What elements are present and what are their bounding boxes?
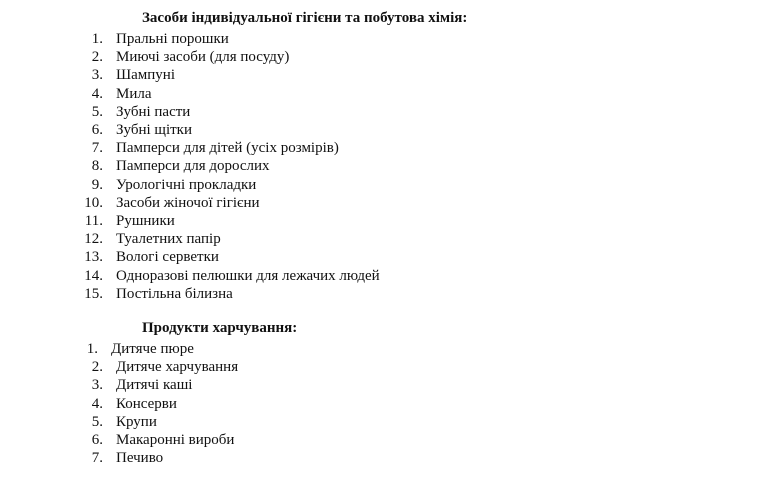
list-item	[0, 413, 782, 431]
list-item-text: Консерви	[116, 395, 177, 412]
list-item	[0, 358, 782, 376]
list-item-number: 3.	[91, 377, 103, 394]
list-item-text: Засоби жіночої гігієни	[116, 194, 260, 211]
list-item	[0, 85, 782, 103]
list-item-number: 4.	[91, 395, 103, 412]
list-item	[0, 66, 782, 84]
list-item-number: 10.	[84, 194, 103, 211]
list-item-number: 12.	[84, 231, 103, 248]
list-item-text: Дитяче пюре	[111, 341, 194, 357]
list-item-text: Вологі серветки	[116, 249, 219, 266]
list-item-text: Миючі засоби (для посуду)	[116, 49, 290, 66]
hygiene-section-heading: Засоби індивідуальної гігієни та побутова хімія:	[142, 10, 468, 26]
list-item	[0, 248, 782, 266]
list-item-number: 1.	[86, 341, 98, 357]
list-item	[0, 139, 782, 157]
list-item-number: 7.	[91, 450, 103, 467]
list-item-number: 7.	[91, 140, 103, 157]
list-item	[0, 103, 782, 121]
list-item	[0, 48, 782, 66]
list-item-text: Пральні порошки	[116, 31, 229, 47]
list-item-text: Рушники	[116, 213, 175, 229]
list-item	[0, 431, 782, 449]
list-item-number: 13.	[84, 249, 103, 266]
list-item-number: 8.	[91, 158, 103, 175]
list-item-text: Крупи	[116, 413, 157, 430]
list-item-text: Печиво	[116, 450, 164, 467]
list-item-text: Памперси для дітей (усіх розмірів)	[116, 140, 339, 157]
list-item-number: 11.	[84, 213, 103, 229]
list-item-number: 1.	[91, 31, 103, 47]
list-item-number: 9.	[91, 176, 103, 193]
list-item	[0, 30, 782, 48]
list-item-text: Дитячі каші	[116, 377, 193, 394]
list-item-text: Зубні щітки	[116, 122, 192, 138]
list-item	[0, 376, 782, 394]
list-item-text: Постільна білизна	[116, 285, 233, 302]
list-item-text: Туалетних папір	[116, 231, 221, 248]
list-item	[0, 157, 782, 175]
list-item-text: Шампуні	[116, 67, 176, 84]
list-item	[0, 230, 782, 248]
list-item	[0, 267, 782, 285]
list-item-text: Одноразові пелюшки для лежачих людей	[116, 267, 380, 284]
list-item	[0, 395, 782, 413]
list-item-text: Зубні пасти	[116, 103, 191, 120]
list-item-number: 5.	[91, 413, 103, 430]
list-item-text: Дитяче харчування	[116, 359, 239, 376]
list-item	[0, 212, 782, 230]
list-item-text: Памперси для дорослих	[116, 158, 270, 175]
list-item	[0, 121, 782, 139]
food-section-heading: Продукти харчування:	[142, 320, 298, 336]
list-item-number: 2.	[91, 49, 103, 66]
list-item	[0, 194, 782, 212]
list-item-text: Урологічні прокладки	[116, 176, 257, 193]
list-item-number: 3.	[91, 67, 103, 84]
list-item-text: Мила	[116, 85, 152, 102]
list-item-number: 2.	[91, 359, 103, 376]
list-item	[0, 340, 782, 358]
list-item-number: 14.	[84, 267, 103, 284]
list-item-number: 5.	[91, 103, 103, 120]
list-item-number: 6.	[91, 122, 103, 138]
list-item-number: 15.	[84, 285, 103, 302]
list-item-number: 6.	[91, 432, 103, 448]
list-item-text: Макаронні вироби	[116, 432, 235, 448]
list-item	[0, 176, 782, 194]
list-item	[0, 285, 782, 303]
list-item	[0, 449, 782, 467]
list-item-number: 4.	[91, 85, 103, 102]
